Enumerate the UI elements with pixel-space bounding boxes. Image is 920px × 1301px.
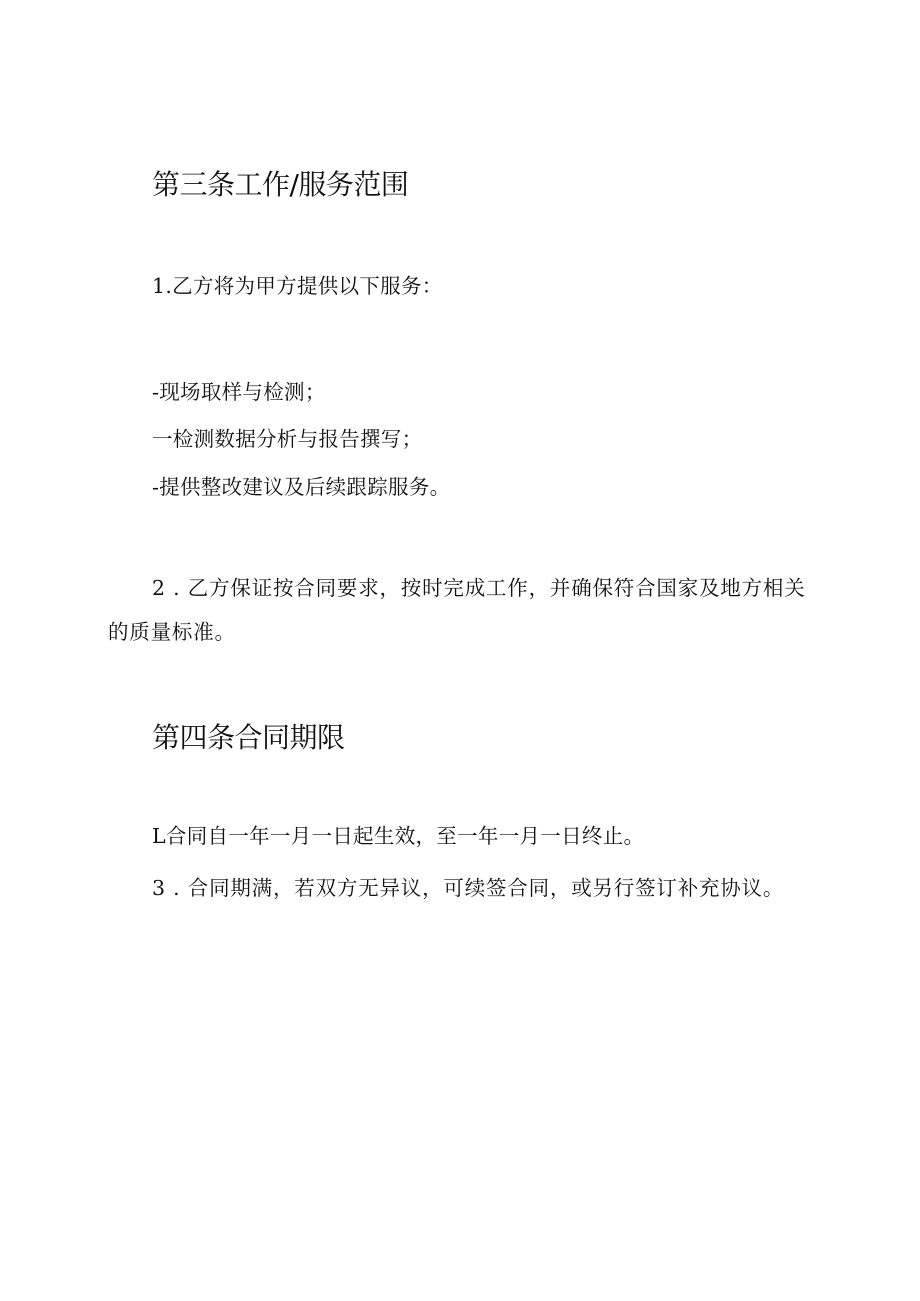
service-bullet-analysis: 一检测数据分析与报告撰写； xyxy=(152,427,423,451)
article-4-heading: 第四条合同期限 xyxy=(152,721,345,754)
service-bullet-sampling: -现场取样与检测； xyxy=(152,380,326,404)
article-4-item-1: L合同自一年一月一日起生效，至一年一月一日终止。 xyxy=(152,824,645,848)
article-4-item-3: 3 . 合同期满，若双方无异议，可续签合同，或另行签订补充协议。 xyxy=(152,876,785,900)
service-bullet-followup: -提供整改建议及后续跟踪服务。 xyxy=(152,475,451,499)
article-3-heading: 第三条工作/服务范围 xyxy=(152,168,409,201)
article-3-item-1-intro: 1.乙方将为甲方提供以下服务： xyxy=(152,274,443,298)
article-3-item-2: 2 . 乙方保证按合同要求，按时完成工作，并确保符合国家及地方相关的质量标准。 xyxy=(108,576,806,644)
